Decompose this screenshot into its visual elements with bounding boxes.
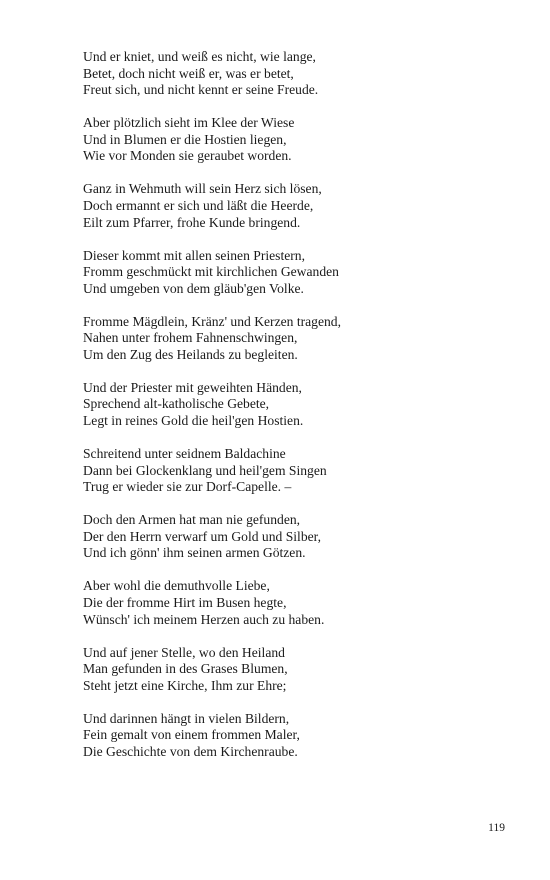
stanza-10: [83, 645, 503, 695]
poem-line: Und umgeben von dem gläub'gen Volke.: [83, 280, 304, 296]
poem-line: Und darinnen hängt in vielen Bildern,: [83, 710, 290, 726]
poem-line: Wünsch' ich meinem Herzen auch zu haben.: [83, 611, 325, 627]
poem-line: Um den Zug des Heilands zu begleiten.: [83, 346, 298, 362]
poem-line: Wie vor Monden sie geraubet worden.: [83, 148, 292, 164]
poem-line: Eilt zum Pfarrer, frohe Kunde bringend.: [83, 214, 301, 230]
poem-line: Aber plötzlich sieht im Klee der Wiese: [83, 115, 295, 131]
poem-body: [83, 49, 503, 777]
poem-line: Fein gemalt von einem frommen Maler,: [83, 727, 300, 743]
poem-line: Betet, doch nicht weiß er, was er betet,: [83, 65, 294, 81]
poem-line: Und auf jener Stelle, wo den Heiland: [83, 644, 285, 660]
poem-line: Fromme Mägdlein, Kränz' und Kerzen tragend,: [83, 313, 342, 329]
stanza-9: [83, 578, 503, 628]
poem-line: Trug er wieder sie zur Dorf-Capelle. –: [83, 479, 292, 495]
poem-line: Steht jetzt eine Kirche, Ihm zur Ehre;: [83, 677, 287, 693]
poem-line: Und ich gönn' ihm seinen armen Götzen.: [83, 545, 306, 561]
poem-line: Aber wohl die demuthvolle Liebe,: [83, 578, 270, 594]
poem-line: Man gefunden in des Grases Blumen,: [83, 661, 288, 677]
poem-line: Der den Herrn verwarf um Gold und Silber,: [83, 528, 322, 544]
stanza-7: [83, 446, 503, 496]
poem-line: Sprechend alt-katholische Gebete,: [83, 396, 270, 412]
poem-line: Doch ermannt er sich und läßt die Heerde,: [83, 197, 314, 213]
poem-line: Freut sich, und nicht kennt er seine Freude.: [83, 82, 319, 98]
stanza-4: [83, 248, 503, 298]
stanza-8: [83, 512, 503, 562]
poem-line: Fromm geschmückt mit kirchlichen Gewanden: [83, 264, 339, 280]
stanza-11: [83, 711, 503, 761]
poem-line: Dieser kommt mit allen seinen Priestern,: [83, 247, 305, 263]
poem-line: Die der fromme Hirt im Busen hegte,: [83, 594, 287, 610]
poem-line: Nahen unter frohem Fahnenschwingen,: [83, 330, 298, 346]
poem-line: Schreitend unter seidnem Baldachine: [83, 446, 286, 462]
stanza-3: [83, 181, 503, 231]
poem-line: Die Geschichte von dem Kirchenraube.: [83, 743, 298, 759]
page-number: 119: [488, 822, 505, 834]
stanza-2: [83, 115, 503, 165]
stanza-6: [83, 380, 503, 430]
poem-line: Und er kniet, und weiß es nicht, wie lange,: [83, 49, 316, 64]
poem-line: Doch den Armen hat man nie gefunden,: [83, 512, 301, 528]
stanza-1: [83, 49, 503, 99]
poem-line: Legt in reines Gold die heil'gen Hostien.: [83, 413, 304, 429]
poem-line: Und der Priester mit geweihten Händen,: [83, 379, 302, 395]
stanza-5: [83, 314, 503, 364]
poem-line: Ganz in Wehmuth will sein Herz sich lösen,: [83, 181, 322, 197]
poem-line: Und in Blumen er die Hostien liegen,: [83, 131, 287, 147]
poem-line: Dann bei Glockenklang und heil'gem Singen: [83, 462, 327, 478]
